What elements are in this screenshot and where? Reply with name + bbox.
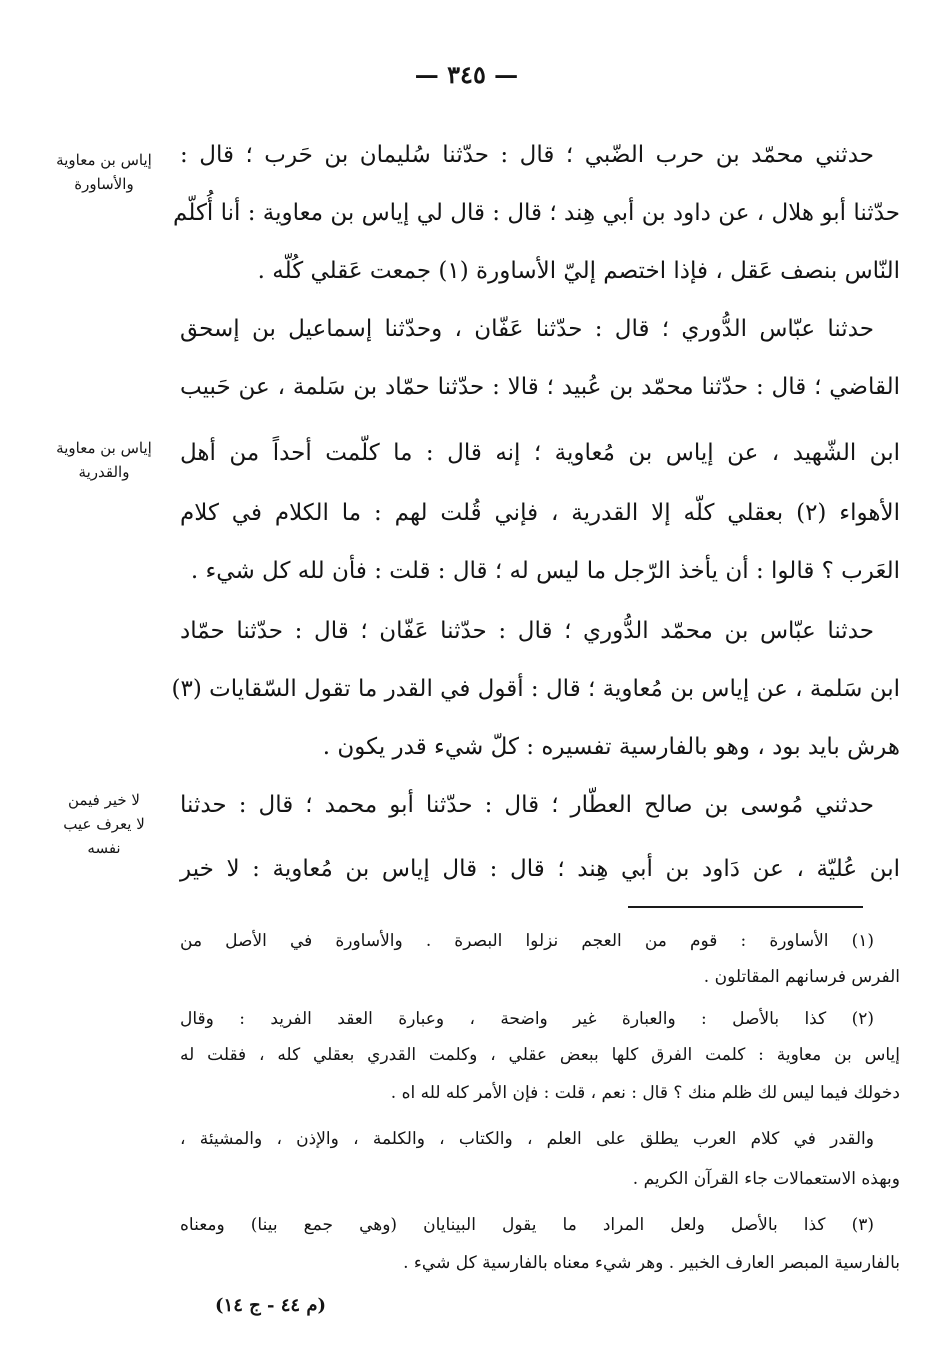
margin-note-2 bbox=[40, 436, 168, 484]
margin-note-line: إياس بن معاوية bbox=[56, 439, 152, 457]
margin-note-line: إياس بن معاوية bbox=[56, 151, 152, 169]
margin-note-line: والأساورة bbox=[74, 175, 134, 193]
footnote-line: (٢) كذا بالأصل : والعبارة غير واضحة ، وعبارة العقد الفريد : وقال bbox=[180, 1009, 874, 1029]
body-line: ابن عُليّة ، عن دَاود بن أبي هِند ؛ قال : قال إياس بن مُعاوية : لا خير bbox=[180, 856, 900, 882]
body-line: حدّثنا أبو هلال ، عن داود بن أبي هِند ؛ قال : قال لي إياس بن معاوية : أنا أُكلّم bbox=[173, 200, 900, 226]
footnote-line: والقدر في كلام العرب يطلق على العلم ، والكتاب ، والكلمة ، والإذن ، والمشيئة ، bbox=[180, 1129, 874, 1149]
margin-note-line: والقدرية bbox=[78, 463, 130, 481]
body-line: الأهواء (٢) بعقلي كلّه إلا القدرية ، فإني قُلت لهم : ما الكلام في كلام bbox=[180, 500, 901, 526]
body-line: ابن الشّهيد ، عن إياس بن مُعاوية ؛ إنه قال : ما كلّمت أحداً من أهل bbox=[180, 440, 900, 466]
body-line: ابن سَلمة ، عن إياس بن مُعاوية ؛ قال : أقول في القدر ما تقول السّقايات (٣) bbox=[171, 676, 900, 702]
footnote-line: الفرس فرسانهم المقاتلون . bbox=[703, 967, 900, 987]
body-line: العَرب ؟ قالوا : أن يأخذ الرّجل ما ليس له ؛ قال : قلت : فأن لله كل شيء . bbox=[190, 558, 900, 584]
margin-note-line: لا يعرف عيب bbox=[63, 815, 145, 833]
margin-note-line: نفسه bbox=[87, 839, 121, 857]
margin-note-1 bbox=[40, 148, 168, 196]
body-line: القاضي ؛ قال : حدّثنا محمّد بن عُبيد ؛ قالا : حدّثنا حمّاد بن سَلمة ، عن حَبيب bbox=[180, 374, 900, 400]
page-number: — ٣٤٥ — bbox=[414, 60, 519, 89]
footnote-separator bbox=[628, 906, 863, 908]
footnote-line: (٣) كذا بالأصل ولعل المراد ما يقول البينايان (وهي جمع بينا) ومعناه bbox=[180, 1215, 874, 1235]
body-line: النّاس بنصف عَقل ، فإذا اختصم إليّ الأساورة (١) جمعت عَقلي كُلّه . bbox=[257, 258, 900, 284]
body-line: حدثنا عبّاس بن محمّد الدُّوري ؛ قال : حدّثنا عَفّان ؛ قال : حدّثنا حمّاد bbox=[180, 618, 874, 644]
body-line: هرش بايد بود ، وهو بالفارسية تفسيره : كلّ شيء قدر يكون . bbox=[322, 734, 900, 760]
body-line: حدثنا عبّاس الدُّوري ؛ قال : حدّثنا عَفّان ، وحدّثنا إسماعيل بن إسحق bbox=[180, 316, 874, 342]
margin-note-line: لا خير فيمن bbox=[68, 791, 140, 809]
margin-note-3 bbox=[40, 788, 168, 860]
footnote-line: دخولك فيما ليس لك ظلم منك ؟ قال : نعم ، قلت : فإن الأمر كله لله اه . bbox=[390, 1083, 900, 1103]
footnote-line: إياس بن معاوية : كلمت الفرق كلها ببعض عقلي ، وكلمت القدري بعقلي كله ، فقلت له bbox=[180, 1045, 900, 1065]
footnote-line: بالفارسية المبصر العارف الخبير . وهر شيء معناه بالفارسية كل شيء . bbox=[403, 1253, 900, 1273]
printer-signature: (م ٤٤ - ج ١٤) bbox=[215, 1295, 327, 1316]
body-line: حدثني محمّد بن حرب الضّبي ؛ قال : حدّثنا سُليمان بن حَرب ؛ قال : bbox=[180, 142, 874, 168]
body-line: حدثني مُوسى بن صالح العطّار ؛ قال : حدّثنا أبو محمد ؛ قال : حدثنا bbox=[180, 792, 874, 818]
footnote-line: (١) الأساورة : قوم من العجم نزلوا البصرة . والأساورة في الأصل من bbox=[180, 931, 874, 951]
footnote-line: وبهذه الاستعمالات جاء القرآن الكريم . bbox=[632, 1169, 900, 1189]
